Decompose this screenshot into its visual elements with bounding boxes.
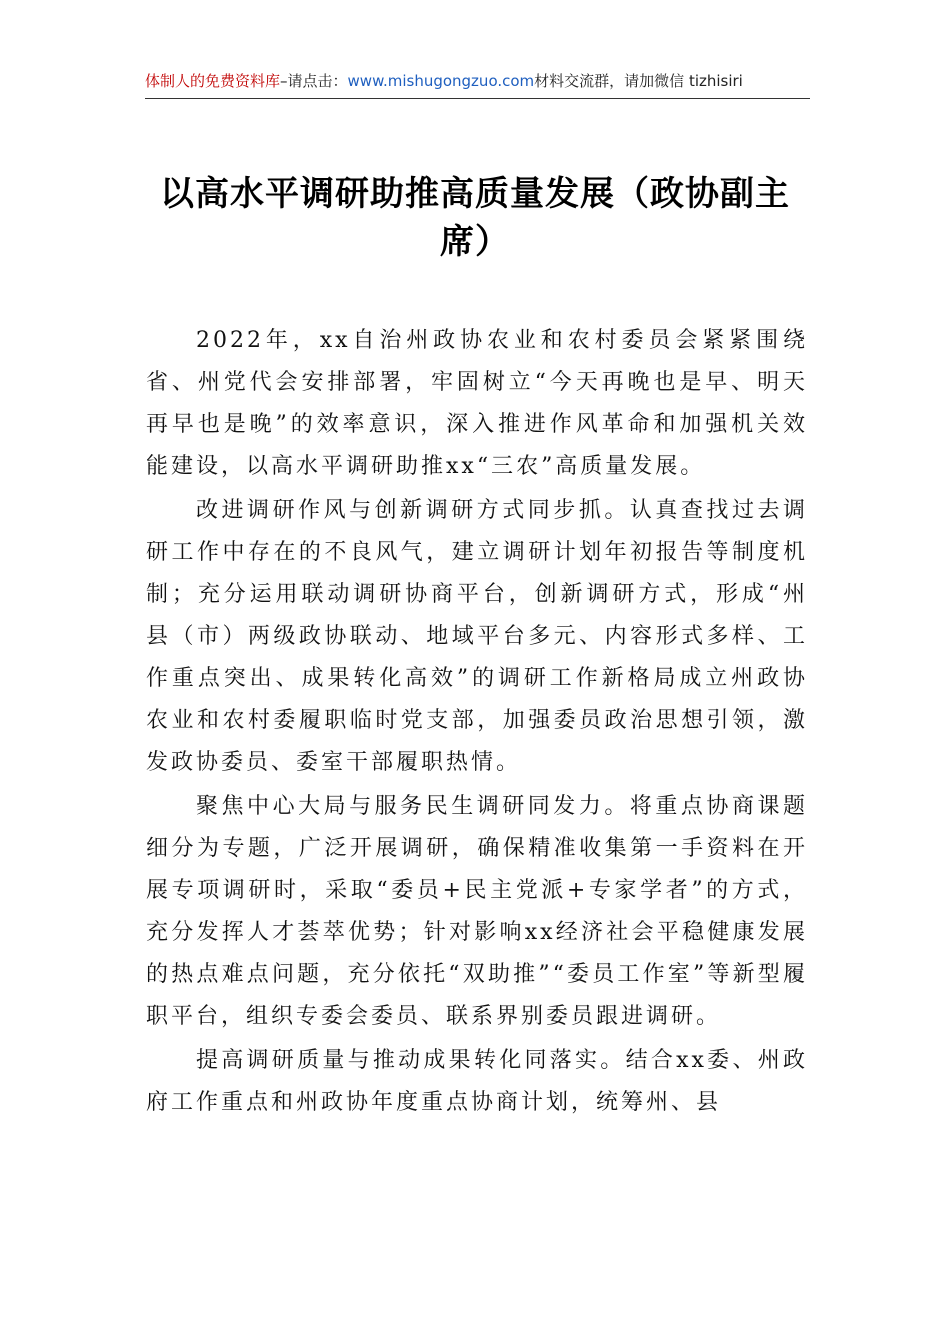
- document-title: 以高水平调研助推高质量发展（政协副主席）: [160, 174, 790, 262]
- document-body: [146, 320, 808, 1126]
- paragraph-3: 聚焦中心大局与服务民生调研同发力。将重点协商课题细分为专题，广泛开展调研，确保精准收集第一手资料在开展专项调研时，采取“委员+民主党派+专家学者”的方式，充分发挥人才荟萃优势；针对影响xx经济社会平稳健康发展的热点难点问题，充分依托“双助推”“委员工作室”等新型履职平台，组织专委会委员、联系界别委员跟进调研。: [146, 794, 808, 1029]
- header-contact: 材料交流群，请加微信 tizhisiri: [534, 72, 743, 90]
- header-brand: 体制人的免费资料库: [145, 72, 281, 90]
- header-url-link[interactable]: www.mishugongzuo.com: [347, 72, 535, 90]
- paragraph-1: 2022年，xx自治州政协农业和农村委员会紧紧围绕省、州党代会安排部署，牢固树立“今天再晚也是早、明天再早也是晚”的效率意识，深入推进作风革命和加强机关效能建设，以高水平调研助推xx“三农”高质量发展。: [146, 328, 808, 479]
- paragraph-4: 提高调研质量与推动成果转化同落实。结合xx委、州政府工作重点和州政协年度重点协商计划，统筹州、县: [146, 1048, 808, 1115]
- page-header: [145, 68, 810, 99]
- header-prompt: –请点击：: [280, 72, 348, 90]
- paragraph-2: 改进调研作风与创新调研方式同步抓。认真查找过去调研工作中存在的不良风气，建立调研计划年初报告等制度机制；充分运用联动调研协商平台，创新调研方式，形成“州县（市）两级政协联动、地域平台多元、内容形式多样、工作重点突出、成果转化高效”的调研工作新格局成立州政协农业和农村委履职临时党支部，加强委员政治思想引领，激发政协委员、委室干部履职热情。: [146, 498, 808, 775]
